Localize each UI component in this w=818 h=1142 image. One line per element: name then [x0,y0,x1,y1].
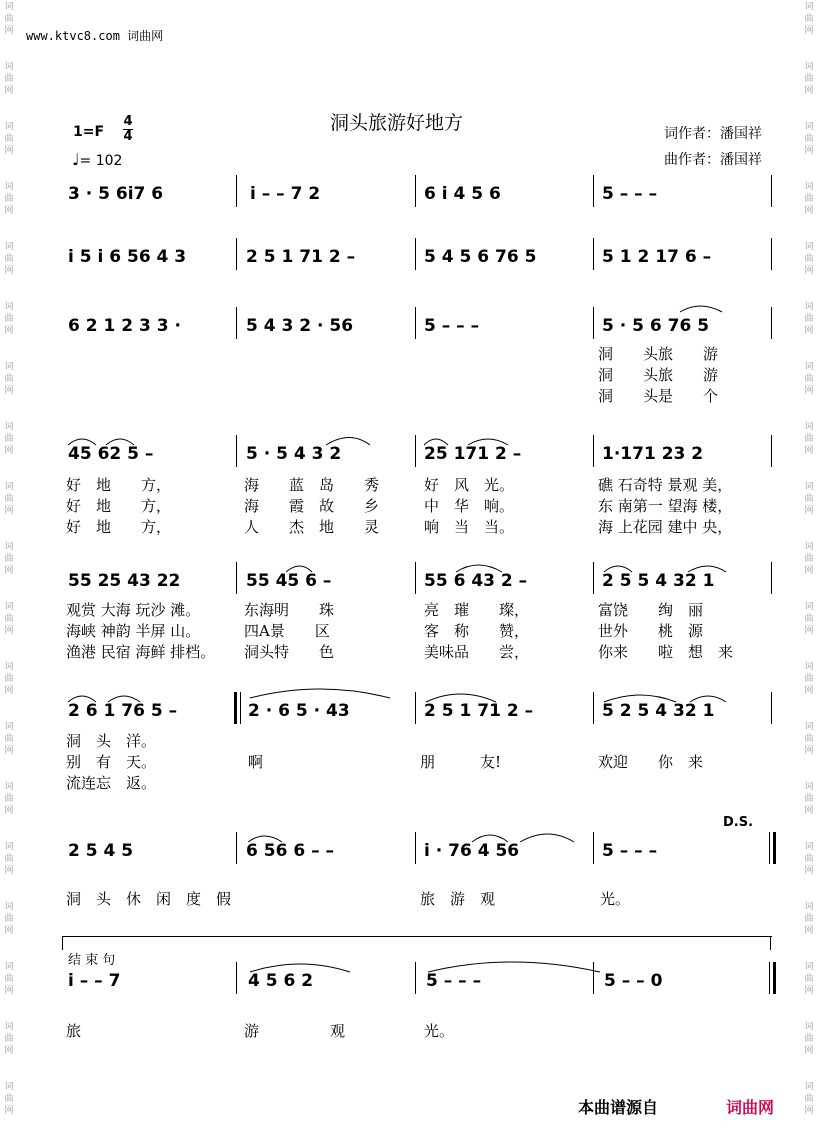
watermark-glyph: 词 [4,1022,14,1032]
measure-18: 55 45 6 – [246,571,332,591]
watermark-glyph: 曲 [4,14,14,24]
watermark-glyph: 网 [4,866,14,876]
watermark-glyph: 曲 [4,314,14,324]
watermark-glyph: 词 [4,2,14,12]
watermark-glyph: 词 [804,1082,814,1092]
composer: 曲作者：潘国祥 [664,152,762,168]
watermark-glyph: 曲 [804,314,814,324]
watermark-glyph: 词 [804,662,814,672]
watermark-glyph: 网 [4,806,14,816]
slur [286,566,312,572]
watermark-glyph: 网 [804,26,814,36]
measure-4: 5 – – – [602,184,658,204]
measure-24: 5 2 5 4 32 1 [602,701,715,721]
watermark-glyph: 网 [4,1106,14,1116]
watermark-glyph: 网 [4,146,14,156]
watermark-glyph: 网 [804,626,814,636]
watermark-glyph: 网 [804,866,814,876]
lyric-line: 洞 头是 个 [598,387,719,405]
watermark-glyph: 网 [804,986,814,996]
lyric: 洞 头 休 闲 度 假 [66,890,232,908]
watermark-glyph: 词 [4,362,14,372]
slur [690,696,726,702]
measure-23: 2 5 1 71 2 – [424,701,534,721]
lyric: 世外 桃 源 [598,622,704,640]
watermark-glyph: 曲 [804,734,814,744]
watermark-glyph: 曲 [804,194,814,204]
measure-13: 45 62 5 – [68,444,154,464]
watermark-glyph: 词 [804,482,814,492]
slur [520,834,574,842]
watermark-glyph: 曲 [4,254,14,264]
watermark-glyph: 网 [4,446,14,456]
measure-17: 55 25 43 22 [68,571,181,591]
measure-22: 2 · 6 5 · 43 [248,701,350,721]
watermark-glyph: 词 [4,782,14,792]
watermark-glyph: 词 [804,2,814,12]
watermark-glyph: 曲 [804,674,814,684]
lyric: 游 [244,1022,260,1040]
watermark-glyph: 词 [804,62,814,72]
measure-20: 2 5 5 4 32 1 [602,571,715,591]
lyric: 美味品 尝， [424,643,530,661]
watermark-glyph: 曲 [804,614,814,624]
lyric: 海 蓝 岛 秀 [244,476,380,494]
quarter-note-icon: ♩ [72,150,80,169]
slur [68,439,96,445]
slur [68,696,96,702]
lyric: 好 风 光。 [424,476,515,494]
slur [326,438,370,446]
watermark-glyph: 网 [4,626,14,636]
lyric: 东 南第一 望海 楼， [598,497,733,515]
watermark-glyph: 曲 [804,254,814,264]
time-sig-bottom: 4 [123,129,133,144]
watermark-glyph: 词 [804,602,814,612]
watermark-glyph: 曲 [804,1094,814,1104]
watermark-glyph: 曲 [4,494,14,504]
watermark-glyph: 网 [804,746,814,756]
watermark-glyph: 词 [4,182,14,192]
lyric: 中 华 响。 [424,497,515,515]
lyric: 旅 [66,1022,82,1040]
measure-21: 2 6 1 76 5 – [68,701,178,721]
watermark-glyph: 曲 [4,794,14,804]
slur [604,695,676,702]
watermark-glyph: 网 [804,506,814,516]
slur [250,964,350,972]
watermark-glyph: 词 [4,542,14,552]
lyric: 欢迎 你 来 [598,753,704,771]
watermark-glyph: 网 [4,566,14,576]
tempo-value: = 102 [79,153,123,169]
measure-25: 2 5 4 5 [68,841,134,861]
watermark-glyph: 词 [804,962,814,972]
ending-label: 结 束 句 [68,953,116,968]
lyric: 好 地 方， [66,497,172,515]
lyric: 客 称 赞， [424,622,530,640]
watermark-glyph: 曲 [804,974,814,984]
slur [472,835,508,842]
watermark-glyph: 词 [804,542,814,552]
watermark-glyph: 网 [4,326,14,336]
measure-31: 5 – – – [426,971,482,991]
measure-7: 5 4 5 6 76 5 [424,247,537,267]
watermark-glyph: 网 [4,746,14,756]
measure-30: 4 5 6 2 [248,971,314,991]
lyric: 观 [330,1022,346,1040]
watermark-glyph: 曲 [4,374,14,384]
watermark-glyph: 网 [4,686,14,696]
measure-26: 6 56 6 – – [246,841,334,861]
slur [680,306,722,312]
watermark-glyph: 词 [4,962,14,972]
watermark-glyph: 网 [804,806,814,816]
watermark-glyph: 曲 [4,674,14,684]
lyric: 四A景 区 [244,622,330,640]
lyric: 富饶 绚 丽 [598,601,704,619]
footer-source: 本曲谱源自 [578,1098,659,1117]
time-sig-top: 4 [123,114,133,129]
slur [456,565,502,572]
watermark-glyph: 网 [804,926,814,936]
watermark-glyph: 曲 [4,554,14,564]
watermark-glyph: 曲 [4,614,14,624]
measure-32: 5 – – 0 [604,971,663,991]
watermark-glyph: 词 [804,182,814,192]
watermark-glyph: 网 [4,986,14,996]
watermark-glyph: 词 [4,902,14,912]
watermark-glyph: 曲 [4,194,14,204]
watermark-glyph: 网 [804,146,814,156]
measure-9: 6 2 1 2 3 3 · [68,316,181,336]
lyric: 你来 啦 想 来 [598,643,734,661]
slur [604,566,632,572]
measure-10: 5 4 3 2 · 56 [246,316,354,336]
watermark-glyph: 曲 [804,14,814,24]
watermark-glyph: 网 [4,926,14,936]
lyric: 观赏 大海 玩沙 滩。 [66,601,201,619]
watermark-glyph: 词 [804,842,814,852]
measure-11: 5 – – – [424,316,480,336]
watermark-glyph: 网 [804,1046,814,1056]
lyric-line: 洞 头旅 游 [598,366,719,384]
key-signature: 1=F [73,124,105,140]
lyric: 朋 友! [420,753,502,771]
lyric: 东海明 珠 [244,601,335,619]
lyric: 啊 [248,753,264,771]
footer-brand-link[interactable]: 词曲网 [726,1098,775,1117]
watermark-glyph: 曲 [804,914,814,924]
measure-1: 3 · 5 6i7 6 [68,184,164,204]
lyric: 人 杰 地 灵 [244,518,380,536]
watermark-glyph: 词 [804,422,814,432]
watermark-glyph: 网 [4,266,14,276]
watermark-glyph: 词 [804,782,814,792]
lyric: 好 地 方， [66,476,172,494]
watermark-glyph: 曲 [804,554,814,564]
measure-27: i · 76 4 56 [424,841,520,861]
dal-segno-marking: D.S. [723,815,754,830]
lyric: 海峡 神韵 半屏 山。 [66,622,201,640]
watermark-glyph: 曲 [804,794,814,804]
watermark-glyph: 网 [804,446,814,456]
measure-6: 2 5 1 71 2 – [246,247,356,267]
song-title: 洞头旅游好地方 [330,112,464,134]
site-url[interactable]: www.ktvc8.com 词曲网 [26,29,164,43]
slur [688,566,726,572]
measure-15: 25 171 2 – [424,444,522,464]
watermark-glyph: 曲 [804,854,814,864]
watermark-glyph: 网 [804,206,814,216]
watermark-glyph: 曲 [804,494,814,504]
watermark-glyph: 词 [4,422,14,432]
watermark-glyph: 曲 [804,1034,814,1044]
lyric: 别 有 天。 [66,753,157,771]
watermark-glyph: 词 [4,842,14,852]
watermark-glyph: 曲 [4,134,14,144]
watermark-glyph: 词 [804,362,814,372]
watermark-glyph: 曲 [804,374,814,384]
lyric: 洞 头 洋。 [66,732,157,750]
slur [426,694,496,702]
watermark-glyph: 网 [804,386,814,396]
measure-3: 6 i 4 5 6 [424,184,501,204]
lyric: 渔港 民宿 海鲜 排档。 [66,643,216,661]
measure-14: 5 · 5 4 3 2 [246,444,342,464]
watermark-glyph: 词 [804,122,814,132]
watermark-glyph: 网 [804,566,814,576]
watermark-glyph: 网 [4,86,14,96]
slur [250,689,390,698]
watermark-glyph: 曲 [4,1034,14,1044]
watermark-glyph: 网 [4,386,14,396]
watermark-glyph: 曲 [4,74,14,84]
lyric: 好 地 方， [66,518,172,536]
watermark-glyph: 词 [4,242,14,252]
watermark-glyph: 网 [4,506,14,516]
measure-5: i 5 i 6 56 4 3 [68,247,187,267]
watermark-glyph: 词 [4,302,14,312]
watermark-glyph: 网 [4,206,14,216]
lyric: 流连忘 返。 [66,774,157,792]
watermark-glyph: 词 [804,302,814,312]
lyric: 响 当 当。 [424,518,515,536]
watermark-glyph: 网 [804,1106,814,1116]
slur [468,439,508,445]
watermark-glyph: 网 [804,326,814,336]
watermark-glyph: 曲 [4,434,14,444]
lyric: 光。 [424,1022,455,1040]
measure-2: i – – 7 2 [250,184,321,204]
measure-19: 55 6 43 2 – [424,571,528,591]
watermark-glyph: 词 [4,482,14,492]
slur [248,836,282,842]
slur [108,696,140,702]
measure-8: 5 1 2 17 6 – [602,247,712,267]
slur [428,962,600,972]
watermark-glyph: 曲 [4,974,14,984]
lyric: 礁 石奇特 景观 美， [598,476,733,494]
watermark-glyph: 网 [4,1046,14,1056]
measure-16: 1·171 23 2 [602,444,704,464]
watermark-glyph: 网 [804,266,814,276]
lyric: 洞头特 色 [244,643,335,661]
watermark-glyph: 词 [4,122,14,132]
lyric: 海 上花园 建中 央， [598,518,733,536]
watermark-glyph: 网 [804,686,814,696]
watermark-glyph: 曲 [804,134,814,144]
watermark-glyph: 网 [4,26,14,36]
lyric-line: 洞 头旅 游 [598,345,719,363]
watermark-glyph: 词 [4,602,14,612]
watermark-glyph: 词 [4,1082,14,1092]
lyric: 海 霞 故 乡 [244,497,380,515]
slur [424,439,448,445]
lyric: 亮 璀 璨， [424,601,530,619]
measure-29: i – – 7 [68,971,121,991]
watermark-glyph: 词 [804,722,814,732]
watermark-glyph: 词 [804,902,814,912]
watermark-glyph: 曲 [4,854,14,864]
watermark-glyph: 曲 [4,1094,14,1104]
watermark-glyph: 曲 [804,74,814,84]
measure-12: 5 · 5 6 76 5 [602,316,710,336]
watermark-glyph: 曲 [4,734,14,744]
watermark-glyph: 词 [804,242,814,252]
watermark-glyph: 词 [4,662,14,672]
lyric: 旅 游 观 [420,890,496,908]
watermark-glyph: 词 [804,1022,814,1032]
watermark-glyph: 网 [804,86,814,96]
watermark-glyph: 曲 [804,434,814,444]
watermark-glyph: 词 [4,62,14,72]
lyric: 光。 [600,890,631,908]
watermark-glyph: 词 [4,722,14,732]
watermark-glyph: 曲 [4,914,14,924]
slur [106,439,134,445]
measure-28: 5 – – – [602,841,658,861]
lyricist: 词作者：潘国祥 [664,126,762,142]
